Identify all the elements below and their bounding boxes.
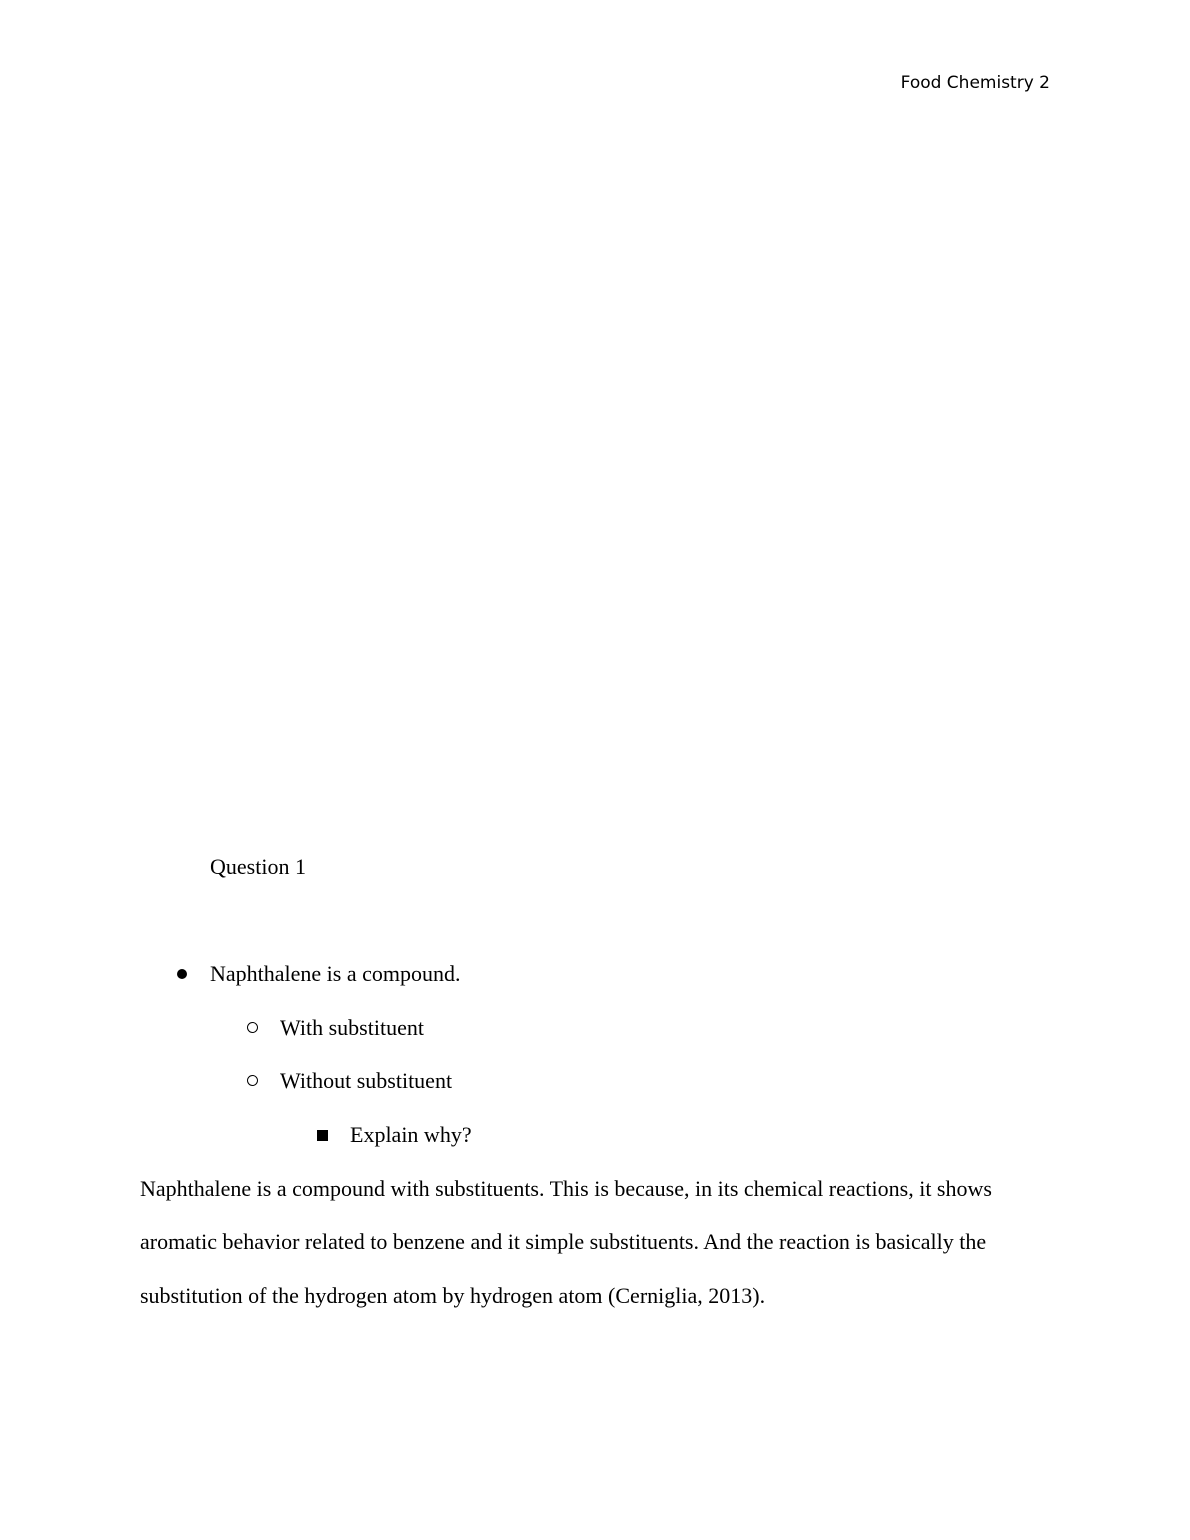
list-item-with-substituent: With substituent [280, 1015, 424, 1040]
body-paragraph-line: Naphthalene is a compound with substituents. This is because, in its chemical reactions, it shows [140, 1176, 992, 1201]
list-item-level-1: Naphthalene is a compound. [210, 961, 461, 986]
hollow-circle-bullet-icon [247, 1075, 258, 1086]
hollow-circle-bullet-icon [247, 1022, 258, 1033]
list-item-explain-why: Explain why? [350, 1122, 472, 1147]
filled-circle-bullet-icon [177, 969, 187, 979]
question-heading: Question 1 [210, 854, 306, 879]
square-bullet-icon [317, 1130, 328, 1141]
list-item-without-substituent: Without substituent [280, 1068, 453, 1093]
body-paragraph-line: substitution of the hydrogen atom by hydrogen atom (Cerniglia, 2013). [140, 1283, 766, 1308]
body-paragraph-line: aromatic behavior related to benzene and it simple substituents. And the reaction is basically the [140, 1229, 987, 1254]
running-header: Food Chemistry 2 [900, 73, 1050, 93]
